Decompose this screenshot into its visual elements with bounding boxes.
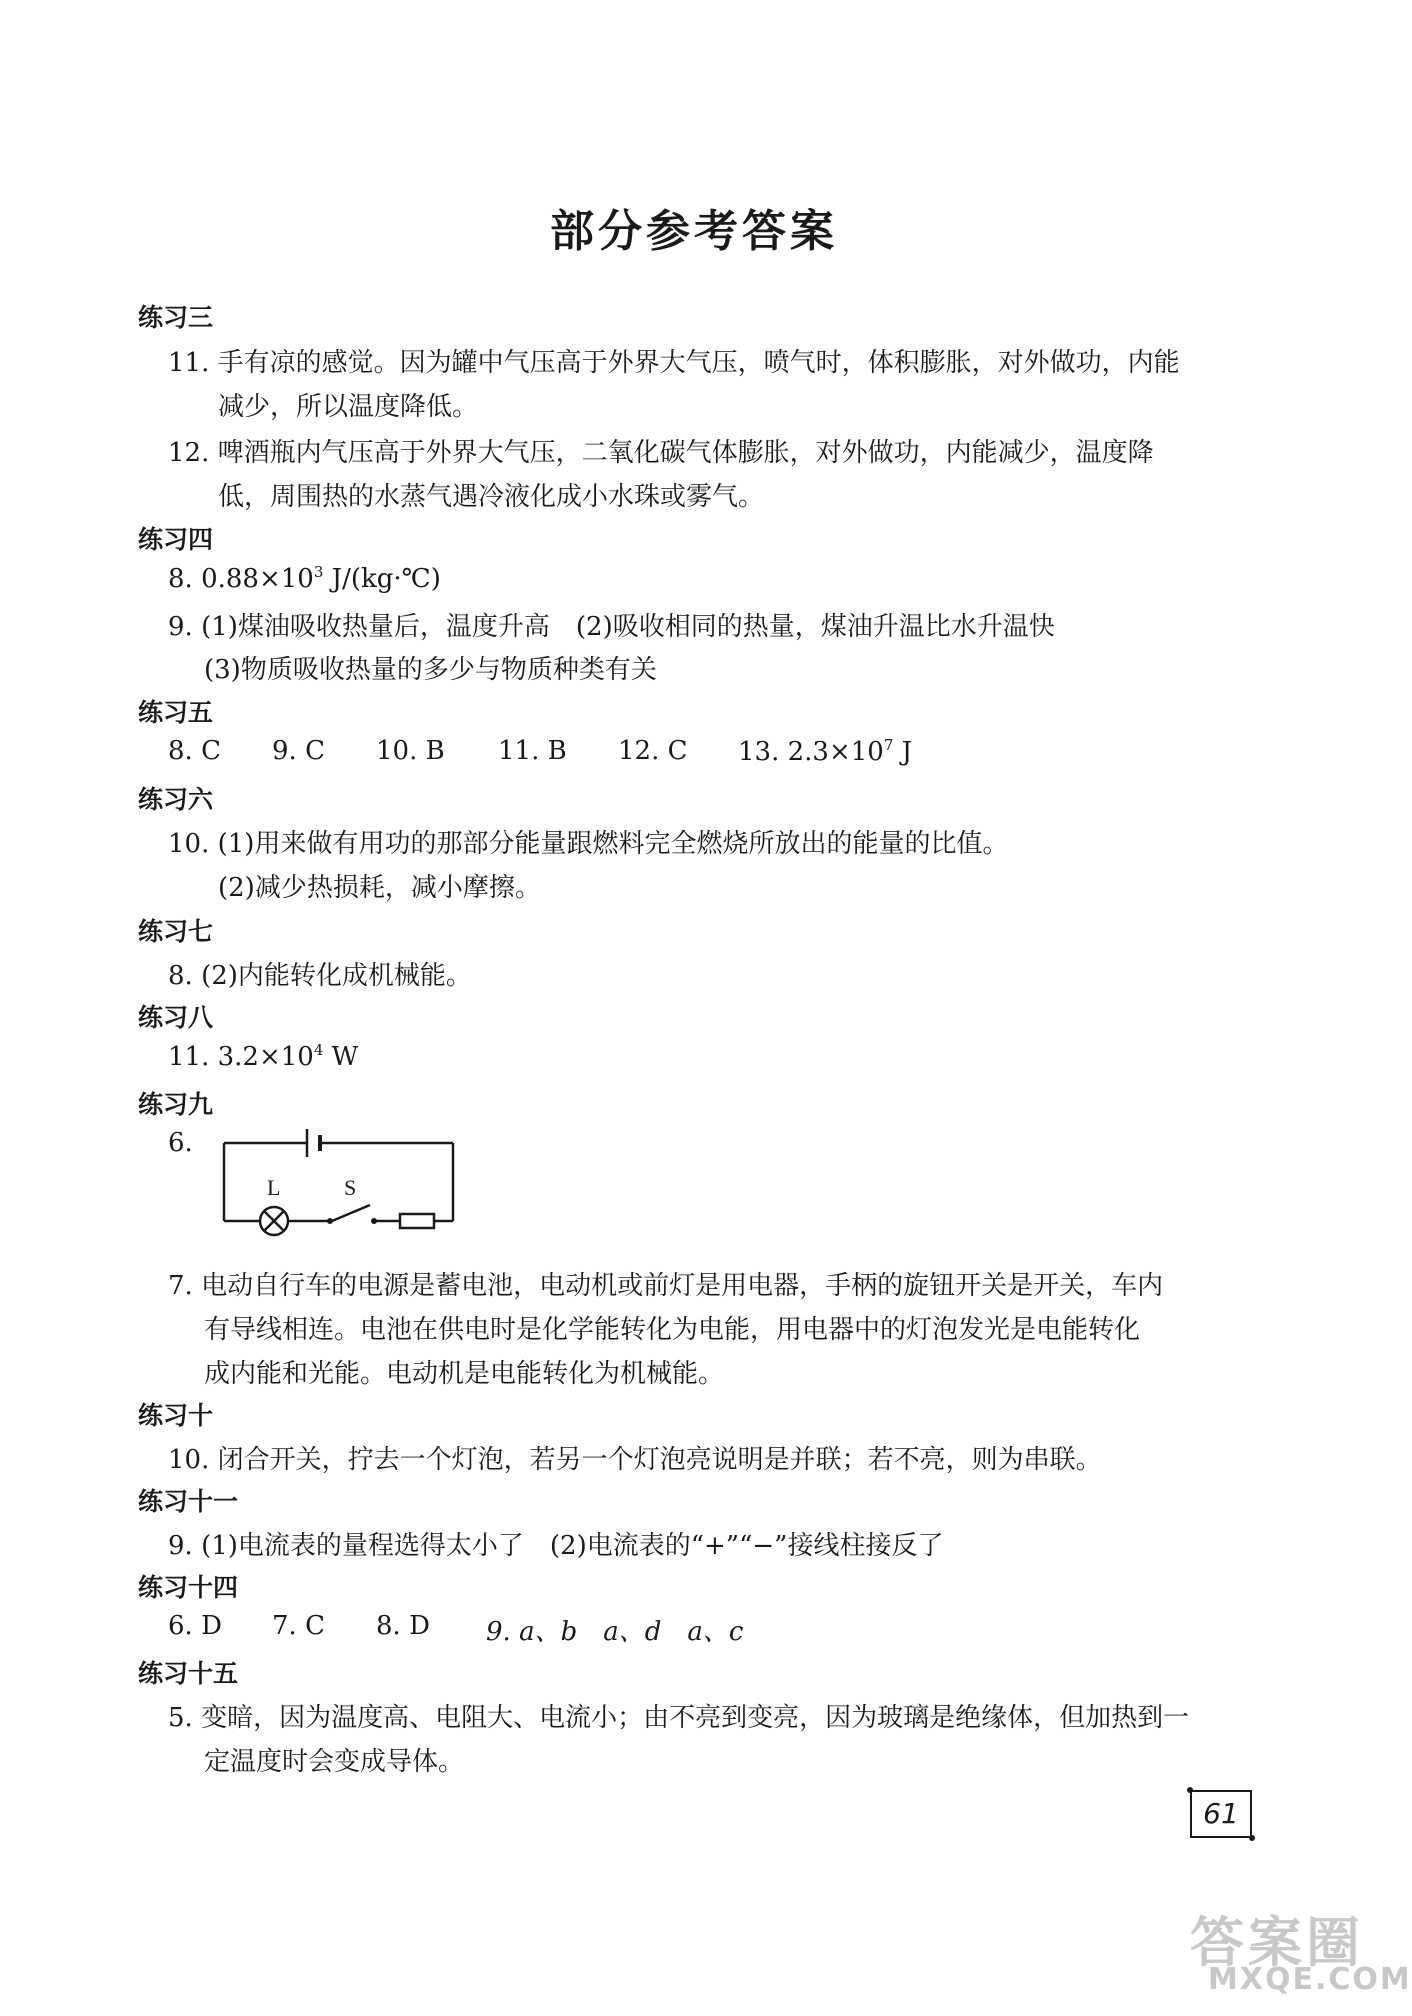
answer-3-11-line2: 减少，所以温度降低。 bbox=[218, 392, 479, 422]
section-heading-11: 练习十一 bbox=[138, 1487, 239, 1516]
answer-7-8: 8. (2)内能转化成机械能。 bbox=[168, 961, 472, 991]
switch-blade bbox=[332, 1205, 370, 1221]
answer-3-11-line1: 11. 手有凉的感觉。因为罐中气压高于外界大气压，喷气时，体积膨胀，对外做功，内能 bbox=[168, 348, 1180, 378]
switch-label: S bbox=[344, 1175, 357, 1200]
answer-11-9: 9. (1)电流表的量程选得太小了 (2)电流表的“+”“−”接线柱接反了 bbox=[168, 1531, 944, 1561]
answer-5-8: 8. C bbox=[168, 736, 221, 766]
circuit-diagram bbox=[210, 1125, 470, 1245]
answer-4-9-line2: (3)物质吸收热量的多少与物质种类有关 bbox=[204, 655, 657, 685]
answer-14-6: 6. D bbox=[168, 1611, 222, 1641]
section-heading-10: 练习十 bbox=[138, 1401, 214, 1430]
answer-6-10-line2: (2)减少热损耗，减小摩擦。 bbox=[218, 873, 541, 903]
section-heading-3: 练习三 bbox=[138, 303, 214, 332]
watermark-logo bbox=[1180, 1900, 1412, 2010]
answer-9-7-line1: 7. 电动自行车的电源是蓄电池，电动机或前灯是用电器，手柄的旋钮开关是开关，车内 bbox=[168, 1271, 1164, 1301]
answer-5-9: 9. C bbox=[272, 736, 325, 766]
answer-9-7-line2: 有导线相连。电池在供电时是化学能转化为电能，用电器中的灯泡发光是电能转化 bbox=[204, 1315, 1141, 1345]
answer-5-13: 13. $2.3\times 10^7$ J bbox=[738, 736, 913, 767]
lamp-label: L bbox=[267, 1175, 281, 1200]
section-heading-4: 练习四 bbox=[138, 525, 214, 554]
switch-contact-left bbox=[327, 1218, 333, 1224]
section-heading-9: 练习九 bbox=[138, 1090, 214, 1119]
watermark-site: MXQE.COM bbox=[1208, 1962, 1412, 1997]
answer-14-7: 7. C bbox=[272, 1611, 325, 1641]
answer-3-12-line2: 低，周围热的水蒸气遇冷液化成小水珠或雾气。 bbox=[218, 482, 765, 512]
watermark-main: 答案圈 bbox=[1190, 1911, 1364, 1974]
answer-8-11: 11. $3.2\times 10^4$ W bbox=[168, 1041, 359, 1072]
answer-14-9: 9. a、b a、d a、c bbox=[486, 1617, 744, 1647]
answer-15-5-line2: 定温度时会变成导体。 bbox=[204, 1747, 465, 1777]
section-heading-14: 练习十四 bbox=[138, 1573, 239, 1602]
resistor-icon bbox=[400, 1214, 434, 1228]
answer-5-12: 12. C bbox=[618, 736, 688, 766]
section-heading-6: 练习六 bbox=[138, 785, 214, 814]
answer-10-10: 10. 闭合开关，拧去一个灯泡，若另一个灯泡亮说明是并联；若不亮，则为串联。 bbox=[168, 1445, 1102, 1475]
switch-contact-right bbox=[371, 1218, 377, 1224]
answer-5-11: 11. B bbox=[498, 736, 567, 766]
section-heading-7: 练习七 bbox=[138, 917, 214, 946]
answer-9-7-line3: 成内能和光能。电动机是电能转化为机械能。 bbox=[204, 1359, 725, 1389]
answer-15-5-line1: 5. 变暗，因为温度高、电阻大、电流小；由不亮到变亮，因为玻璃是绝缘体，但加热到一 bbox=[168, 1703, 1190, 1733]
section-heading-15: 练习十五 bbox=[138, 1659, 239, 1688]
section-heading-8: 练习八 bbox=[138, 1003, 214, 1032]
page-title: 部分参考答案 bbox=[550, 206, 838, 257]
section-heading-5: 练习五 bbox=[138, 698, 214, 727]
answer-4-8: 8. $0.88\times 10^3$ J/(kg·℃) bbox=[168, 563, 441, 594]
answer-4-9-line1: 9. (1)煤油吸收热量后，温度升高 (2)吸收相同的热量，煤油升温比水升温快 bbox=[168, 612, 1055, 642]
answer-9-6-label: 6. bbox=[168, 1128, 193, 1158]
answer-6-10-line1: 10. (1)用来做有用功的那部分能量跟燃料完全燃烧所放出的能量的比值。 bbox=[168, 829, 1009, 859]
page-number: 61 bbox=[1190, 1790, 1252, 1838]
answer-5-10: 10. B bbox=[376, 736, 445, 766]
answer-3-12-line1: 12. 啤酒瓶内气压高于外界大气压，二氧化碳气体膨胀，对外做功，内能减少，温度降 bbox=[168, 438, 1154, 468]
answer-14-8: 8. D bbox=[376, 1611, 430, 1641]
